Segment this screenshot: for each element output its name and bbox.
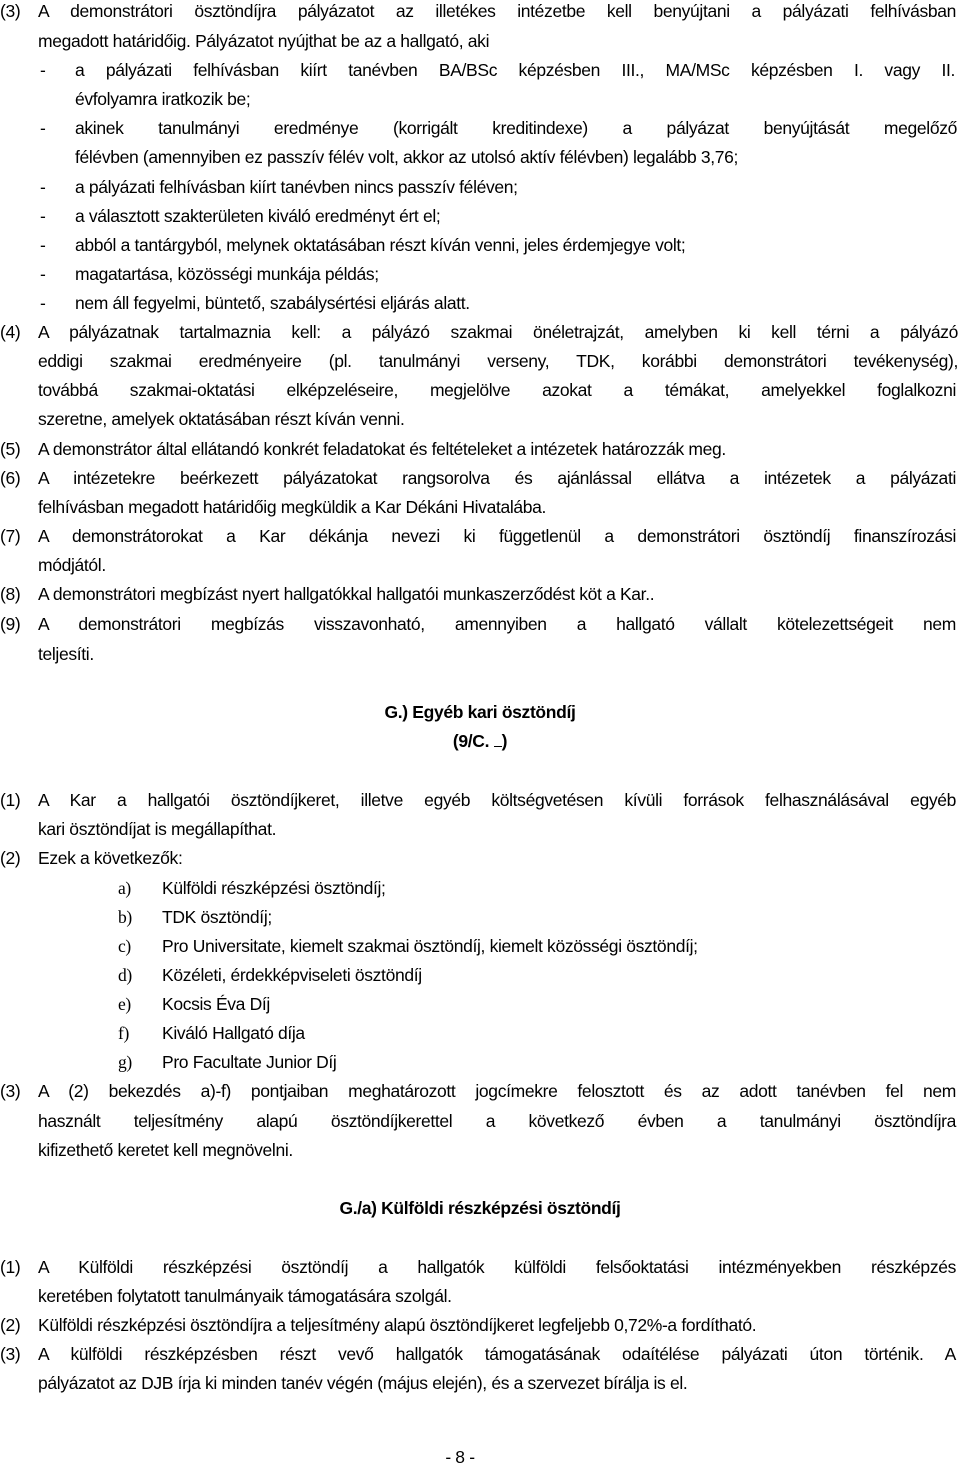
- paragraph-text: A Külföldi részképzési ösztöndíj a hallgatók külföldi felsőoktatási intézményekben részképzés: [38, 1257, 956, 1277]
- paragraph-text: A külföldi részképzésben részt vevő hallgatók támogatásának odaítélése pályázati úton történik. A: [38, 1344, 956, 1364]
- list-letter: e): [118, 994, 131, 1014]
- list-letter: a): [118, 878, 131, 898]
- paragraph-text: A intézetekre beérkezett pályázatokat rangsorolva és ajánlással ellátva a intézetek a pályázati: [38, 468, 956, 488]
- paragraph-text: pályázatot az DJB írja ki minden tanév végén (május elején), és a szervezet bírálja is el.: [38, 1373, 688, 1393]
- list-item: a pályázati felhívásban kiírt tanévben nincs passzív féléven;: [75, 177, 518, 197]
- paragraph-text: A (2) bekezdés a)-f) pontjaiban meghatározott jogcímekre felosztott és az adott tanévben fel nem: [38, 1081, 956, 1101]
- list-item: abból a tantárgyból, melynek oktatásában részt kíván venni, jeles érdemjegye volt;: [75, 235, 686, 255]
- list-item: évfolyamra iratkozik be;: [75, 89, 251, 109]
- list-letter: b): [118, 907, 132, 927]
- list-item: akinek tanulmányi eredménye (korrigált kreditindexe) a pályázat benyújtását megelőző: [75, 118, 957, 138]
- paragraph-number: (4): [0, 322, 21, 342]
- list-item: Külföldi részképzési ösztöndíj;: [162, 878, 386, 898]
- paragraph-text: Ezek a következők:: [38, 848, 183, 868]
- paragraph-text: A demonstrátorokat a Kar dékánja nevezi ki függetlenül a demonstrátori ösztöndíj finanszírozási: [38, 526, 956, 546]
- paragraph-number: (3): [0, 1081, 21, 1101]
- list-bullet: -: [40, 60, 46, 80]
- list-item: nem áll fegyelmi, büntető, szabálysértési eljárás alatt.: [75, 293, 470, 313]
- paragraph-text: módjától.: [38, 555, 106, 575]
- list-letter: c): [118, 936, 131, 956]
- list-bullet: -: [40, 118, 46, 138]
- paragraph-text: kifizethető keretet kell megnövelni.: [38, 1140, 293, 1160]
- list-item: Pro Universitate, kiemelt szakmai ösztöndíj, kiemelt közösségi ösztöndíj;: [162, 936, 698, 956]
- paragraph-number: (1): [0, 790, 21, 810]
- paragraph-number: (3): [0, 1344, 21, 1364]
- paragraph-text: A demonstrátori megbízást nyert hallgatókkal hallgatói munkaszerződést köt a Kar..: [38, 584, 655, 604]
- paragraph-number: (1): [0, 1257, 21, 1277]
- paragraph-number: (8): [0, 584, 21, 604]
- paragraph-text: A demonstrátor által ellátandó konkrét feladatokat és feltételeket a intézetek határozzák meg.: [38, 439, 726, 459]
- list-item: Közéleti, érdekképviseleti ösztöndíj: [162, 965, 422, 985]
- paragraph-number: (5): [0, 439, 21, 459]
- paragraph-number: (7): [0, 526, 21, 546]
- list-item: magatartása, közösségi munkája példás;: [75, 264, 379, 284]
- paragraph-number: (2): [0, 848, 21, 868]
- page-number: - 8 -: [445, 1447, 475, 1467]
- paragraph-text: szeretne, amelyek oktatásában részt kíván venni.: [38, 409, 405, 429]
- section-sign-placeholder: [494, 731, 502, 747]
- paragraph-number: (6): [0, 468, 21, 488]
- list-bullet: -: [40, 206, 46, 226]
- paragraph-number: (9): [0, 614, 21, 634]
- paragraph-text: használt teljesítmény alapú ösztöndíjkerettel a következő évben a tanulmányi ösztöndíjra: [38, 1111, 956, 1131]
- list-item: Pro Facultate Junior Díj: [162, 1052, 337, 1072]
- paragraph-text: megadott határidőig. Pályázatot nyújthat be az a hallgató, aki: [38, 31, 490, 51]
- section-reference: [0, 730, 960, 752]
- section-reference-text: (9/C.: [452, 731, 494, 751]
- paragraph-number: (3): [0, 1, 21, 21]
- paragraph-text: A demonstrátori ösztöndíjra pályázatot az illetékes intézetbe kell benyújtani a pályázati felhívásban: [38, 1, 956, 21]
- section-heading: G.) Egyéb kari ösztöndíj: [384, 702, 576, 722]
- paragraph-text: kari ösztöndíjat is megállapíthat.: [38, 819, 277, 839]
- list-letter: d): [118, 965, 132, 985]
- paragraph-text: teljesíti.: [38, 644, 94, 664]
- list-bullet: -: [40, 293, 46, 313]
- list-item: a pályázati felhívásban kiírt tanévben BA/BSc képzésben III., MA/MSc képzésben I. vagy II.: [75, 60, 955, 80]
- paragraph-text: eddigi szakmai eredményeire (pl. tanulmányi verseny, TDK, korábbi demonstrátori tevékenység),: [38, 351, 958, 371]
- list-bullet: -: [40, 177, 46, 197]
- list-item: Kocsis Éva Díj: [162, 994, 270, 1014]
- paragraph-text: A Kar a hallgatói ösztöndíjkeret, illetve egyéb költségvetésen kívüli források felhasználásával egyéb: [38, 790, 956, 810]
- paragraph-text: továbbá szakmai-oktatási elképzeléseire, megjelölve azokat a témákat, amelyekkel foglalkozni: [38, 380, 956, 400]
- list-bullet: -: [40, 235, 46, 255]
- list-item: Kiváló Hallgató díja: [162, 1023, 305, 1043]
- list-letter: g): [118, 1052, 132, 1072]
- list-item: TDK ösztöndíj;: [162, 907, 272, 927]
- paragraph-text: A demonstrátori megbízás visszavonható, amennyiben a hallgató vállalt kötelezettségeit nem: [38, 614, 956, 634]
- list-item: a választott szakterületen kiváló eredményt ért el;: [75, 206, 441, 226]
- paragraph-text: keretében folytatott tanulmányaik támogatására szolgál.: [38, 1286, 452, 1306]
- list-item: félévben (amennyiben ez passzív félév volt, akkor az utolsó aktív félévben) legalább 3,76;: [75, 147, 739, 167]
- paragraph-text: Külföldi részképzési ösztöndíjra a teljesítmény alapú ösztöndíjkeret legfeljebb 0,72%-a fordítható.: [38, 1315, 757, 1335]
- section-heading: G./a) Külföldi részképzési ösztöndíj: [339, 1198, 621, 1218]
- list-bullet: -: [40, 264, 46, 284]
- list-letter: f): [118, 1023, 129, 1043]
- section-reference-close: ): [501, 731, 508, 751]
- paragraph-text: A pályázatnak tartalmaznia kell: a pályázó szakmai önéletrajzát, amelyben ki kell térni a pályázó: [38, 322, 958, 342]
- paragraph-text: felhívásban megadott határidőig megküldik a Kar Dékáni Hivatalába.: [38, 497, 547, 517]
- paragraph-number: (2): [0, 1315, 21, 1335]
